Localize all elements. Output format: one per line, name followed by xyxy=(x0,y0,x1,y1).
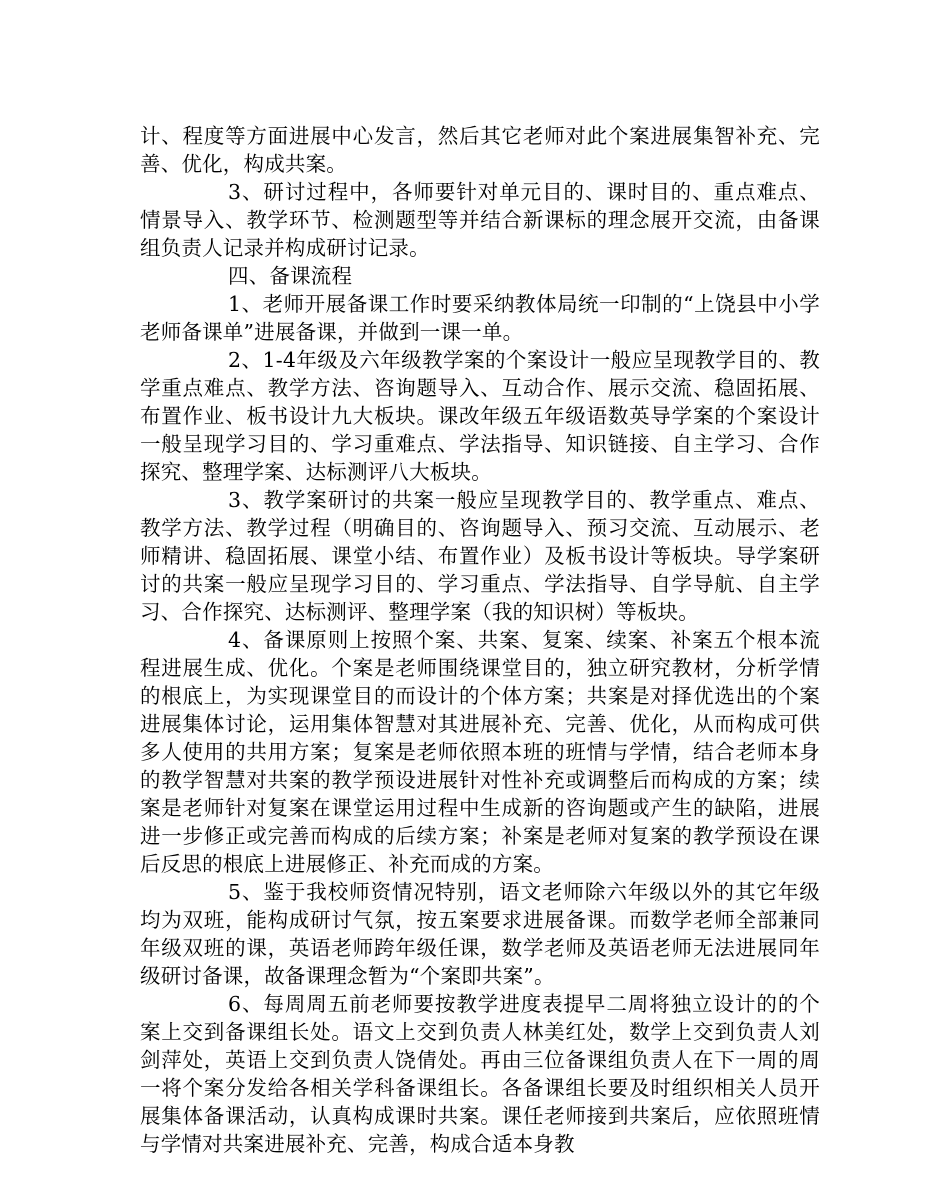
section-heading-4: 四、备课流程 xyxy=(228,264,353,288)
paragraph-2: 3、研讨过程中，各师要针对单元目的、课时目的、重点难点、情景导入、教学环节、检测题型等并结合新课标的理念展开交流，由备课组负责人记录并构成研讨记录。 xyxy=(140,180,820,260)
paragraph-5: 2、1-4年级及六年级教学案的个案设计一般应呈现教学目的、教学重点难点、教学方法、咨询题导入、互动合作、展示交流、稳固拓展、布置作业、板书设计九大板块。课改年级五年级语数英导学案的个案设计一般呈现学习目的、学习重难点、学法指导、知识链接、自主学习、合作探究、整理学案、达标测评八大板块。 xyxy=(140,348,820,484)
paragraph-4: 1、老师开展备课工作时要采纳教体局统一印制的“上饶县中小学老师备课单”进展备课，并做到一课一单。 xyxy=(140,292,820,344)
paragraph-7: 4、备课原则上按照个案、共案、复案、续案、补案五个根本流程进展生成、优化。个案是老师围绕课堂目的，独立研究教材，分析学情的根底上，为实现课堂目的而设计的个体方案；共案是对择优选出的个案进展集体讨论，运用集体智慧对其进展补充、完善、优化，从而构成可供多人使用的共用方案；复案是老师依照本班的班情与学情，结合老师本身的教学智慧对共案的教学预设进展针对性补充或调整后而构成的方案；续案是老师针对复案在课堂运用过程中生成新的咨询题或产生的缺陷，进展进一步修正或完善而构成的后续方案；补案是老师对复案的教学预设在课后反思的根底上进展修正、补充而成的方案。 xyxy=(140,628,820,876)
paragraph-1: 计、程度等方面进展中心发言，然后其它老师对此个案进展集智补充、完善、优化，构成共案。 xyxy=(140,124,820,176)
document-page xyxy=(140,122,820,1158)
paragraph-6: 3、教学案研讨的共案一般应呈现教学目的、教学重点、难点、教学方法、教学过程（明确目的、咨询题导入、预习交流、互动展示、老师精讲、稳固拓展、课堂小结、布置作业）及板书设计等板块。导学案研讨的共案一般应呈现学习目的、学习重点、学法指导、自学导航、自主学习、合作探究、达标测评、整理学案（我的知识树）等板块。 xyxy=(140,488,820,624)
paragraph-9: 6、每周周五前老师要按教学进度表提早二周将独立设计的的个案上交到备课组长处。语文上交到负责人林美红处，数学上交到负责人刘剑萍处，英语上交到负责人饶倩处。再由三位备课组负责人在下一周的周一将个案分发给各相关学科备课组长。各备课组长要及时组织相关人员开展集体备课活动，认真构成课时共案。课任老师接到共案后，应依照班情与学情对共案进展补充、完善，构成合适本身教 xyxy=(140,992,820,1156)
paragraph-8: 5、鉴于我校师资情况特别，语文老师除六年级以外的其它年级均为双班，能构成研讨气氛，按五案要求进展备课。而数学老师全部兼同年级双班的课，英语老师跨年级任课，数学老师及英语老师无法进展同年级研讨备课，故备课理念暂为“个案即共案”。 xyxy=(140,880,820,988)
